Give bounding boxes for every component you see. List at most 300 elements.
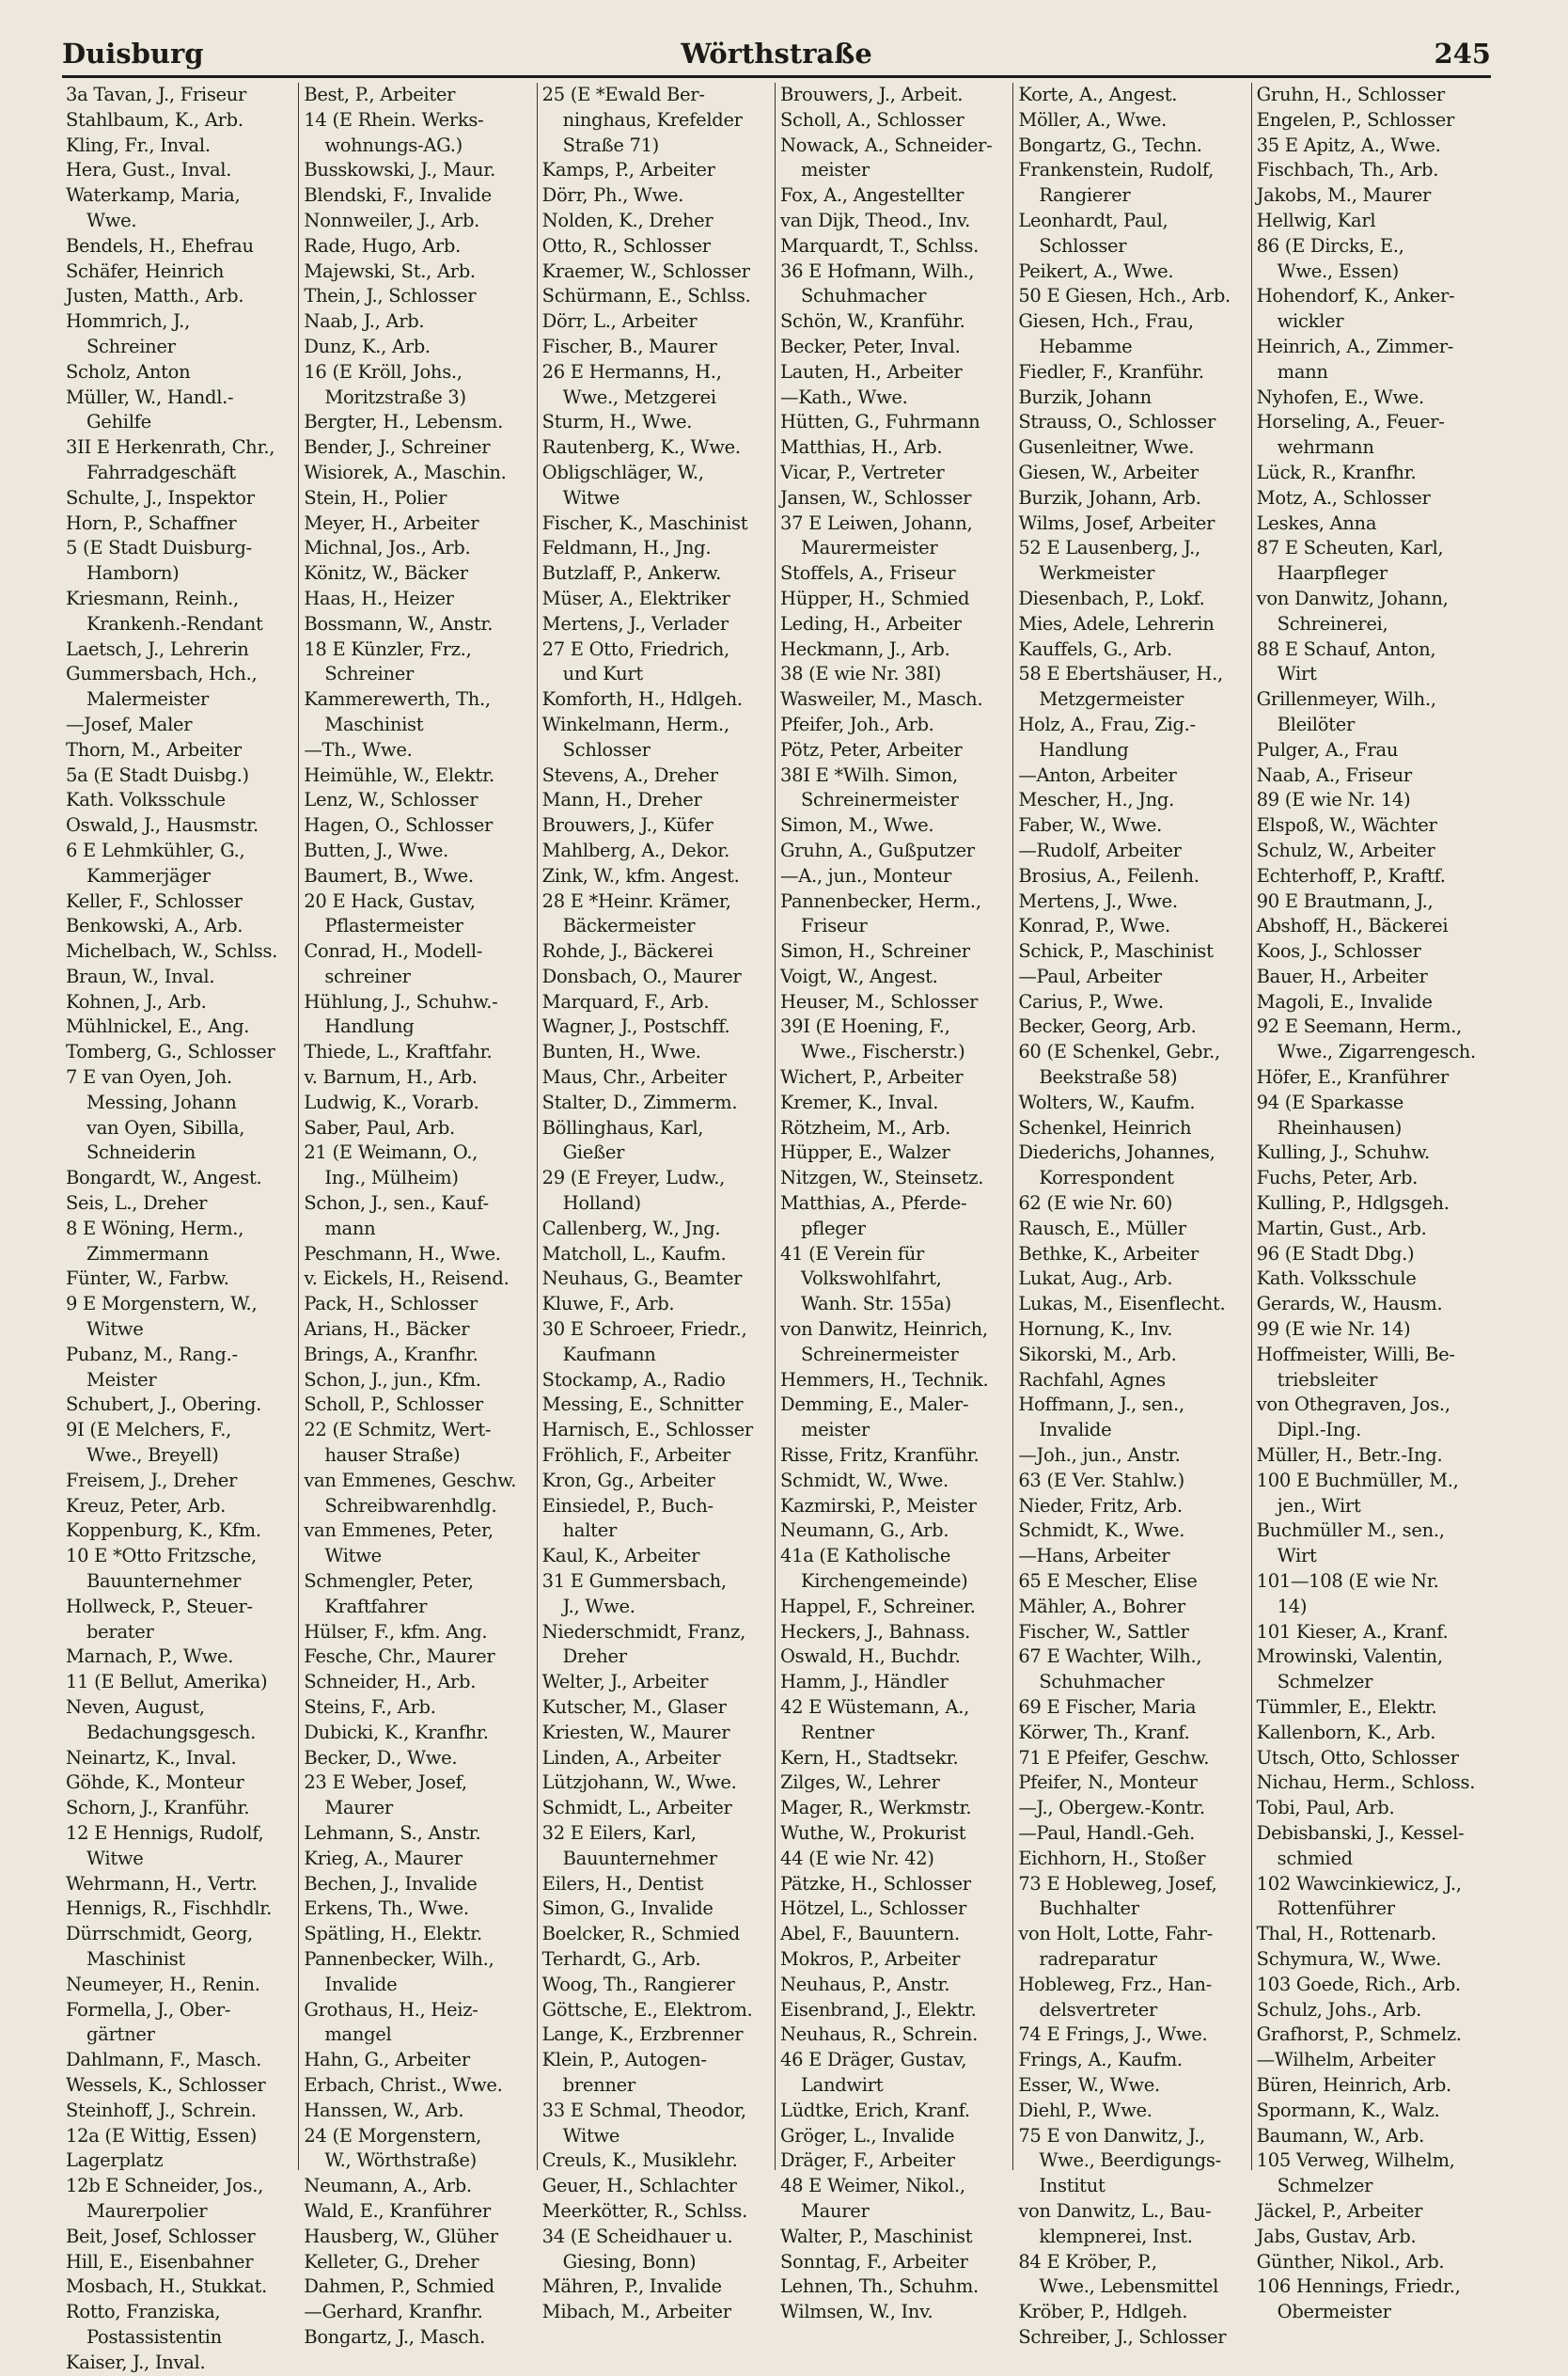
directory-entry: Hornung, K., Inv. [1018, 1318, 1173, 1341]
directory-entry: Wwe., Breyell) [86, 1444, 219, 1467]
directory-entry: Stein, H., Polier [304, 486, 447, 509]
directory-entry: Debisbanski, J., Kessel- [1256, 1821, 1465, 1844]
directory-entry: Witwe [562, 2124, 620, 2147]
page-header [62, 38, 1491, 71]
directory-entry: W., Wörthstraße) [324, 2149, 477, 2172]
directory-entry: Eichhorn, H., Stoßer [1018, 1847, 1206, 1869]
directory-entry: Hülser, F., kfm. Ang. [304, 1620, 488, 1643]
directory-entry: Baumert, B., Wwe. [304, 864, 474, 887]
directory-entry: Könitz, W., Bäcker [304, 562, 468, 585]
directory-entry: 100 E Buchmüller, M., [1256, 1469, 1459, 1491]
directory-entry: Neumann, A., Arb. [304, 2175, 472, 2197]
directory-entry: Brouwers, J., Küfer [541, 814, 713, 837]
directory-entry: Höfer, E., Kranführer [1256, 1066, 1449, 1089]
directory-entry: Pätzke, H., Schlosser [780, 1872, 971, 1895]
directory-entry: Schreiner [324, 663, 414, 685]
directory-entry: Gruhn, A., Gußputzer [780, 839, 975, 861]
directory-entry: Echterhoff, P., Kraftf. [1256, 864, 1446, 887]
directory-entry: Müller, H., Betr.-Ing. [1256, 1444, 1443, 1467]
directory-entry: Bauunternehmer [86, 1570, 242, 1593]
directory-entry: Naab, J., Arb. [304, 310, 425, 333]
directory-entry: Becker, Georg, Arb. [1018, 1015, 1197, 1038]
directory-entry: 89 (E wie Nr. 14) [1256, 789, 1411, 811]
directory-entry: Ing., Mülheim) [324, 1167, 459, 1189]
directory-entry: Erkens, Th., Wwe. [304, 1897, 469, 1920]
directory-entry: Volkswohlfahrt, [801, 1267, 942, 1290]
directory-entry: ninghaus, Krefelder [562, 108, 743, 131]
directory-entry: Mosbach, H., Stukkat. [66, 2275, 268, 2298]
directory-entry: 5 (E Stadt Duisburg- [66, 537, 252, 559]
directory-entry: 22 (E Schmitz, Wert- [304, 1419, 492, 1441]
directory-entry: 21 (E Weimann, O., [304, 1141, 478, 1164]
directory-entry: 14) [1277, 1595, 1308, 1617]
directory-entry: 10 E *Otto Fritzsche, [66, 1545, 257, 1567]
directory-entry: Lukas, M., Eisenflecht. [1018, 1293, 1226, 1315]
directory-entry: Lüdtke, Erich, Kranf. [780, 2099, 970, 2121]
directory-entry: von Holt, Lotte, Fahr- [1018, 1923, 1214, 1945]
directory-entry: von Danwitz, Heinrich, [780, 1318, 988, 1341]
directory-entry: Friseur [801, 915, 868, 937]
directory-entry: Michelbach, W., Schlss. [66, 940, 278, 963]
directory-entry: Hebamme [1039, 335, 1133, 357]
directory-entry: Hollweck, P., Steuer- [66, 1595, 253, 1617]
directory-entry: Dahmen, P., Schmied [304, 2275, 494, 2298]
directory-entry: Niederschmidt, Franz, [541, 1620, 745, 1643]
directory-entry: Kath. Volksschule [1256, 1267, 1417, 1290]
directory-entry: Heckmann, J., Arb. [780, 637, 950, 660]
directory-entry: Voigt, W., Angest. [780, 965, 938, 987]
directory-entry: Buchmüller M., sen., [1256, 1519, 1445, 1542]
directory-entry: Lauten, H., Arbeiter [780, 360, 963, 383]
directory-entry: Scholl, A., Schlosser [780, 108, 964, 131]
directory-entry: —Joh., jun., Anstr. [1018, 1444, 1181, 1467]
directory-entry: Wolters, W., Kaufm. [1018, 1091, 1196, 1113]
directory-entry: Frings, A., Kaufm. [1018, 2049, 1183, 2071]
directory-entry: Kaufmann [562, 1343, 656, 1365]
directory-entry: Steinhoff, J., Schrein. [66, 2099, 257, 2121]
directory-entry: Witwe [86, 1847, 144, 1869]
directory-entry: Moritzstraße 3) [324, 386, 466, 408]
directory-entry: Schuhmacher [801, 285, 927, 307]
directory-entry: Koppenburg, K., Kfm. [66, 1519, 261, 1542]
directory-entry: Hausberg, W., Glüher [304, 2225, 498, 2247]
directory-entry: Pfeifer, N., Monteur [1018, 1771, 1198, 1794]
directory-entry: Jabs, Gustav, Arb. [1256, 2225, 1417, 2247]
directory-entry: Krieg, A., Maurer [304, 1847, 463, 1869]
directory-entry: Hennigs, R., Fischhdlr. [66, 1897, 273, 1920]
directory-entry: mangel [324, 2023, 392, 2046]
directory-entry: Schubert, J., Obering. [66, 1393, 262, 1416]
directory-entry: Bleilöter [1277, 713, 1355, 735]
directory-entry: 88 E Schauf, Anton, [1256, 637, 1436, 660]
directory-entry: 6 E Lehmkühler, G., [66, 839, 245, 861]
directory-entry: Landwirt [801, 2073, 884, 2096]
directory-entry: van Emmenes, Peter, [304, 1519, 494, 1542]
directory-entry: Invalide [324, 1973, 398, 1995]
directory-entry: 3a Tavan, J., Friseur [66, 84, 247, 105]
directory-entry: Fröhlich, F., Arbeiter [541, 1444, 731, 1467]
directory-entry: Matthias, A., Pferde- [780, 1192, 967, 1215]
directory-entry: Hera, Gust., Inval. [66, 159, 232, 181]
directory-entry: Thein, J., Schlosser [304, 285, 477, 307]
directory-entry: Maschinist [86, 1947, 185, 1970]
directory-entry: Grillenmeyer, Wilh., [1256, 688, 1436, 711]
directory-entry: jen., Wirt [1277, 1494, 1361, 1517]
directory-entry: Mertens, J., Verlader [541, 612, 729, 635]
directory-entry: Mertens, J., Wwe. [1018, 889, 1178, 912]
directory-entry: halter [562, 1519, 617, 1542]
directory-entry: Fischbach, Th., Arb. [1256, 159, 1439, 181]
column-divider [537, 83, 538, 2170]
directory-entry: 63 (E Ver. Stahlw.) [1018, 1469, 1184, 1491]
directory-entry: Lange, K., Erzbrenner [541, 2023, 744, 2046]
directory-entry: Buchhalter [1039, 1897, 1139, 1920]
directory-entry: Schreinermeister [801, 1343, 959, 1365]
directory-entry: Möller, A., Wwe. [1018, 108, 1167, 131]
directory-entry: Wichert, P., Arbeiter [780, 1066, 964, 1089]
directory-entry: Abshoff, H., Bäckerei [1256, 915, 1449, 937]
directory-entry: Benkowski, A., Arb. [66, 915, 243, 937]
directory-entry: Tomberg, G., Schlosser [66, 1041, 275, 1063]
directory-entry: 30 E Schroeer, Friedr., [541, 1318, 747, 1341]
directory-entry: schmied [1277, 1847, 1353, 1869]
directory-entry: Rachfahl, Agnes [1018, 1368, 1166, 1391]
directory-entry: Kazmirski, P., Meister [780, 1494, 977, 1517]
directory-entry: Vicar, P., Vertreter [780, 461, 945, 483]
directory-entry: —Hans, Arbeiter [1018, 1545, 1170, 1567]
directory-entry: Giesen, Hch., Frau, [1018, 310, 1194, 333]
directory-entry: Heckers, J., Bahnass. [780, 1620, 971, 1643]
directory-entry: meister [801, 159, 870, 181]
directory-entry: Hemmers, H., Technik. [780, 1368, 989, 1391]
directory-entry: Burzik, Johann, Arb. [1018, 486, 1201, 509]
directory-entry: Wwe., Lebensmittel [1039, 2275, 1219, 2298]
directory-entry: Eisenbrand, J., Elektr. [780, 1998, 977, 2021]
directory-entry: Schön, W., Kranführ. [780, 310, 965, 333]
directory-entry: 38I E *Wilh. Simon, [780, 763, 958, 786]
directory-entry: Spätling, H., Elektr. [304, 1923, 482, 1945]
directory-entry: Kohnen, J., Arb. [66, 990, 207, 1013]
directory-entry: Rautenberg, K., Wwe. [541, 436, 741, 459]
directory-entry: Schmelzer [1277, 2175, 1373, 2197]
directory-entry: Baumann, W., Arb. [1256, 2124, 1425, 2147]
directory-entry: Komforth, H., Hdlgeh. [541, 688, 743, 711]
directory-entry: Schulte, J., Inspektor [66, 486, 255, 509]
directory-entry: Elspoß, W., Wächter [1256, 814, 1437, 837]
directory-entry: Straße 71) [562, 134, 659, 156]
directory-entry: 34 (E Scheidhauer u. [541, 2225, 733, 2247]
directory-entry: Kaul, K., Arbeiter [541, 1545, 700, 1567]
directory-entry: Abel, F., Bauuntern. [780, 1923, 960, 1945]
directory-entry: Meerkötter, R., Schlss. [541, 2199, 748, 2222]
directory-entry: Bergter, H., Lebensm. [304, 411, 504, 433]
directory-entry: Sikorski, M., Arb. [1018, 1343, 1177, 1365]
page-number: 245 [1434, 38, 1491, 70]
directory-entry: J., Wwe. [562, 1595, 635, 1617]
directory-entry: Kern, H., Stadtsekr. [780, 1746, 959, 1769]
directory-entry: 11 (E Bellut, Amerika) [66, 1671, 268, 1693]
directory-entry: Schürmann, E., Schlss. [541, 285, 751, 307]
directory-entry: 28 E *Heinr. Krämer, [541, 889, 731, 912]
directory-entry: 41a (E Katholische [780, 1545, 951, 1567]
directory-column [66, 83, 294, 2373]
directory-entry: Dunz, K., Arb. [304, 335, 431, 357]
directory-entry: gärtner [86, 2023, 155, 2046]
directory-entry: 101 Kieser, A., Kranf. [1256, 1620, 1449, 1643]
directory-entry: Kammerewerth, Th., [304, 688, 491, 711]
column-divider [1012, 83, 1013, 2170]
directory-entry: 42 E Wüstemann, A., [780, 1696, 970, 1718]
directory-entry: Justen, Matth., Arb. [66, 285, 244, 307]
directory-entry: 27 E Otto, Friedrich, [541, 637, 729, 660]
directory-entry: —A., jun., Monteur [780, 864, 952, 887]
directory-entry: Pannenbecker, Wilh., [304, 1947, 494, 1970]
directory-entry: 31 E Gummersbach, [541, 1570, 727, 1593]
directory-entry: Brings, A., Kranfhr. [304, 1343, 478, 1365]
directory-entry: 12b E Schneider, Jos., [66, 2175, 264, 2197]
directory-entry: Wwe., Metzgerei [562, 386, 716, 408]
directory-entry: Bongardt, W., Angest. [66, 1167, 262, 1189]
directory-entry: —Rudolf, Arbeiter [1018, 839, 1182, 861]
directory-entry: Waterkamp, Maria, [66, 184, 241, 207]
directory-entry: Hamborn) [86, 562, 180, 585]
directory-entry: Hagen, O., Schlosser [304, 814, 494, 837]
directory-entry: Schmidt, L., Arbeiter [541, 1797, 732, 1819]
directory-entry: Conrad, H., Modell- [304, 940, 483, 963]
directory-entry: Peschmann, H., Wwe. [304, 1242, 501, 1265]
directory-entry: Terhardt, G., Arb. [541, 1947, 701, 1970]
directory-entry: Faber, W., Wwe. [1018, 814, 1162, 837]
directory-entry: mann [324, 1217, 376, 1239]
directory-entry: Matthias, H., Arb. [780, 436, 943, 459]
directory-entry: Hoffmann, J., sen., [1018, 1393, 1184, 1416]
column-divider [1251, 83, 1252, 2170]
directory-entry: Wald, E., Kranführer [304, 2199, 491, 2222]
directory-entry: Otto, R., Schlosser [541, 234, 711, 257]
directory-entry: Wilms, Josef, Arbeiter [1018, 511, 1215, 534]
directory-entry: Simon, M., Wwe. [780, 814, 934, 837]
directory-entry: Mager, R., Werkmstr. [780, 1797, 972, 1819]
directory-entry: Schneider, H., Arb. [304, 1671, 477, 1693]
directory-entry: Giesen, W., Arbeiter [1018, 461, 1199, 483]
directory-entry: Magoli, E., Invalide [1256, 990, 1433, 1013]
directory-entry: Schreiber, J., Schlosser [1018, 2325, 1227, 2348]
directory-entry: Dörr, Ph., Wwe. [541, 184, 684, 207]
directory-entry: Hommrich, J., [66, 310, 190, 333]
directory-entry: van Oyen, Sibilla, [86, 1116, 245, 1139]
directory-entry: Kulling, J., Schuhw. [1256, 1141, 1430, 1164]
directory-entry: Postassistentin [86, 2325, 222, 2348]
directory-entry: Schlosser [1039, 234, 1127, 257]
directory-entry: Kauffels, G., Arb. [1018, 637, 1172, 660]
directory-entry: Gummersbach, Hch., [66, 663, 258, 685]
directory-entry: 65 E Mescher, Elise [1018, 1570, 1198, 1593]
directory-entry: Mähler, A., Bohrer [1018, 1595, 1185, 1617]
directory-entry: 69 E Fischer, Maria [1018, 1696, 1197, 1718]
directory-column [304, 83, 532, 2348]
directory-entry: 96 (E Stadt Dbg.) [1256, 1242, 1415, 1265]
directory-entry: 36 E Hofmann, Wilh., [780, 260, 975, 282]
directory-entry: Pannenbecker, Herm., [780, 889, 981, 912]
directory-entry: 44 (E wie Nr. 42) [780, 1847, 934, 1869]
directory-entry: und Kurt [562, 663, 643, 685]
directory-entry: Callenberg, W., Jng. [541, 1217, 721, 1239]
directory-entry: 33 E Schmal, Theodor, [541, 2099, 746, 2121]
directory-entry: Pubanz, M., Rang.- [66, 1343, 238, 1365]
directory-entry: Lukat, Aug., Arb. [1018, 1267, 1173, 1290]
directory-entry: 9I (E Melchers, F., [66, 1419, 232, 1441]
directory-entry: Woog, Th., Rangierer [541, 1973, 735, 1995]
directory-entry: Messing, Johann [86, 1091, 237, 1113]
directory-entry: 23 E Weber, Josef, [304, 1771, 467, 1794]
directory-entry: Simon, H., Schreiner [780, 940, 970, 963]
directory-entry: Rentner [801, 1721, 874, 1743]
directory-entry: Obermeister [1277, 2301, 1391, 2323]
directory-entry: Fiedler, F., Kranführ. [1018, 360, 1204, 383]
directory-entry: Wirt [1277, 663, 1317, 685]
directory-entry: —Gerhard, Kranfhr. [304, 2301, 483, 2323]
directory-entry: 20 E Hack, Gustav, [304, 889, 476, 912]
directory-entry: Jäckel, P., Arbeiter [1256, 2199, 1423, 2222]
directory-entry: pfleger [801, 1217, 866, 1239]
directory-entry: —Kath., Wwe. [780, 386, 908, 408]
directory-entry: Frankenstein, Rudolf, [1018, 159, 1214, 181]
directory-entry: Bauer, H., Arbeiter [1256, 965, 1428, 987]
directory-entry: Heuser, M., Schlosser [780, 990, 979, 1013]
directory-entry: Sonntag, F., Arbeiter [780, 2250, 968, 2273]
directory-entry: Leskes, Anna [1256, 511, 1377, 534]
directory-entry: Dürrschmidt, Georg, [66, 1923, 253, 1945]
directory-column [1256, 83, 1485, 2323]
directory-entry: Kamps, P., Arbeiter [541, 159, 715, 181]
directory-entry: Best, P., Arbeiter [304, 84, 456, 105]
directory-entry: Busskowski, J., Maur. [304, 159, 496, 181]
directory-entry: Schreibwarenhdlg. [324, 1494, 497, 1517]
directory-entry: 75 E von Danwitz, J., [1018, 2124, 1205, 2147]
directory-entry: Brosius, A., Feilenh. [1018, 864, 1200, 887]
directory-entry: Schmelzer [1277, 1671, 1373, 1693]
directory-entry: Tümmler, E., Elektr. [1256, 1696, 1437, 1718]
directory-entry: Horseling, A., Feuer- [1256, 411, 1445, 433]
directory-entry: 50 E Giesen, Hch., Arb. [1018, 285, 1231, 307]
directory-entry: Leonhardt, Paul, [1018, 209, 1168, 231]
directory-entry: Rotto, Franziska, [66, 2301, 221, 2323]
directory-entry: Kriesten, W., Maurer [541, 1721, 730, 1743]
directory-entry: 74 E Frings, J., Wwe. [1018, 2023, 1208, 2046]
directory-entry: 38 (E wie Nr. 38I) [780, 663, 942, 685]
directory-entry: 39I (E Hoening, F., [780, 1015, 950, 1038]
directory-entry: 73 E Hobleweg, Josef, [1018, 1872, 1217, 1895]
directory-entry: Matcholl, L., Kaufm. [541, 1242, 727, 1265]
directory-entry: Nyhofen, E., Wwe. [1256, 386, 1424, 408]
directory-entry: Schreiner [86, 335, 176, 357]
directory-entry: Hamm, J., Händler [780, 1671, 949, 1693]
directory-entry: Mahlberg, A., Dekor. [541, 839, 730, 861]
directory-entry: Witwe [86, 1318, 144, 1341]
directory-entry: 5a (E Stadt Duisbg.) [66, 763, 249, 786]
directory-entry: Donsbach, O., Maurer [541, 965, 742, 987]
directory-entry: Kraftfahrer [324, 1595, 428, 1617]
directory-entry: Pflastermeister [324, 915, 463, 937]
directory-entry: Nowack, A., Schneider- [780, 134, 993, 156]
directory-entry: Beekstraße 58) [1039, 1066, 1178, 1089]
directory-entry: Fox, A., Angestellter [780, 184, 964, 207]
directory-entry: Seis, L., Dreher [66, 1192, 208, 1215]
directory-entry: Kallenborn, K., Arb. [1256, 1721, 1436, 1743]
directory-entry: 84 E Kröber, P., [1018, 2250, 1157, 2273]
directory-entry: Hütten, G., Fuhrmann [780, 411, 980, 433]
directory-entry: 105 Verweg, Wilhelm, [1256, 2149, 1455, 2172]
directory-entry: Lenz, W., Schlosser [304, 789, 478, 811]
directory-entry: Kutscher, M., Glaser [541, 1696, 727, 1718]
directory-entry: Bethke, K., Arbeiter [1018, 1242, 1199, 1265]
directory-entry: Fünter, W., Farbw. [66, 1267, 229, 1290]
directory-entry: Naab, A., Friseur [1256, 763, 1412, 786]
directory-entry: Beit, Josef, Schlosser [66, 2225, 256, 2247]
directory-entry: Kaiser, J., Inval. [66, 2351, 206, 2373]
directory-entry: Stalter, D., Zimmerm. [541, 1091, 738, 1113]
directory-entry: —Paul, Handl.-Geh. [1018, 1821, 1196, 1844]
directory-entry: Rade, Hugo, Arb. [304, 234, 461, 257]
directory-entry: Schreinermeister [801, 789, 959, 811]
directory-entry: Heinrich, A., Zimmer- [1256, 335, 1454, 357]
directory-entry: Lehnen, Th., Schuhm. [780, 2275, 979, 2298]
directory-entry: Heimühle, W., Elektr. [304, 763, 494, 786]
directory-entry: Hohendorf, K., Anker- [1256, 285, 1455, 307]
directory-entry: Wwe., Fischerstr.) [801, 1041, 965, 1063]
directory-entry: —Paul, Arbeiter [1018, 965, 1162, 987]
directory-entry: Michnal, Jos., Arb. [304, 537, 471, 559]
directory-entry: Mokros, P., Arbeiter [780, 1947, 961, 1970]
directory-entry: Hanssen, W., Arb. [304, 2099, 464, 2121]
directory-entry: Mähren, P., Invalide [541, 2275, 722, 2298]
directory-entry: van Emmenes, Geschw. [304, 1469, 517, 1491]
directory-entry: Scholz, Anton [66, 360, 191, 383]
directory-entry: Zimmermann [86, 1242, 209, 1265]
directory-entry: Neuhaus, P., Anstr. [780, 1973, 950, 1995]
street-heading: Wörthstraße [681, 38, 872, 70]
directory-entry: Schulz, Johs., Arb. [1256, 1998, 1422, 2021]
directory-entry: Leding, H., Arbeiter [780, 612, 962, 635]
directory-entry: Einsiedel, P., Buch- [541, 1494, 713, 1517]
directory-entry: Gerards, W., Hausm. [1256, 1293, 1443, 1315]
directory-entry: 35 E Apitz, A., Wwe. [1256, 134, 1441, 156]
directory-entry: Koos, J., Schlosser [1256, 940, 1421, 963]
directory-entry: Esser, W., Wwe. [1018, 2073, 1160, 2096]
directory-entry: Göttsche, E., Elektrom. [541, 1998, 753, 2021]
directory-entry: —Th., Wwe. [304, 738, 413, 761]
directory-entry: Jakobs, M., Maurer [1256, 184, 1432, 207]
directory-entry: Wwe., Zigarrengesch. [1277, 1041, 1476, 1063]
directory-entry: Schreinerei, [1277, 612, 1388, 635]
directory-entry: 92 E Seemann, Herm., [1256, 1015, 1462, 1038]
directory-entry: Jansen, W., Schlosser [780, 486, 972, 509]
directory-entry: Hahn, G., Arbeiter [304, 2049, 470, 2071]
directory-entry: Mrowinski, Valentin, [1256, 1645, 1443, 1668]
directory-entry: Wwe., Essen) [1277, 260, 1399, 282]
directory-entry: Haarpfleger [1277, 562, 1388, 585]
directory-entry: Wessels, K., Schlosser [66, 2073, 266, 2096]
directory-entry: Diehl, P., Wwe. [1018, 2099, 1152, 2121]
directory-entry: Handlung [324, 1015, 415, 1038]
directory-entry: Schmidt, K., Wwe. [1018, 1519, 1185, 1542]
directory-entry: Maurer [324, 1797, 393, 1819]
directory-entry: Günther, Nikol., Arb. [1256, 2250, 1445, 2273]
directory-entry: 14 (E Rhein. Werks- [304, 108, 484, 131]
directory-entry: Fesche, Chr., Maurer [304, 1645, 495, 1668]
directory-entry: Fischer, W., Sattler [1018, 1620, 1189, 1643]
directory-entry: Ludwig, K., Vorarb. [304, 1091, 479, 1113]
